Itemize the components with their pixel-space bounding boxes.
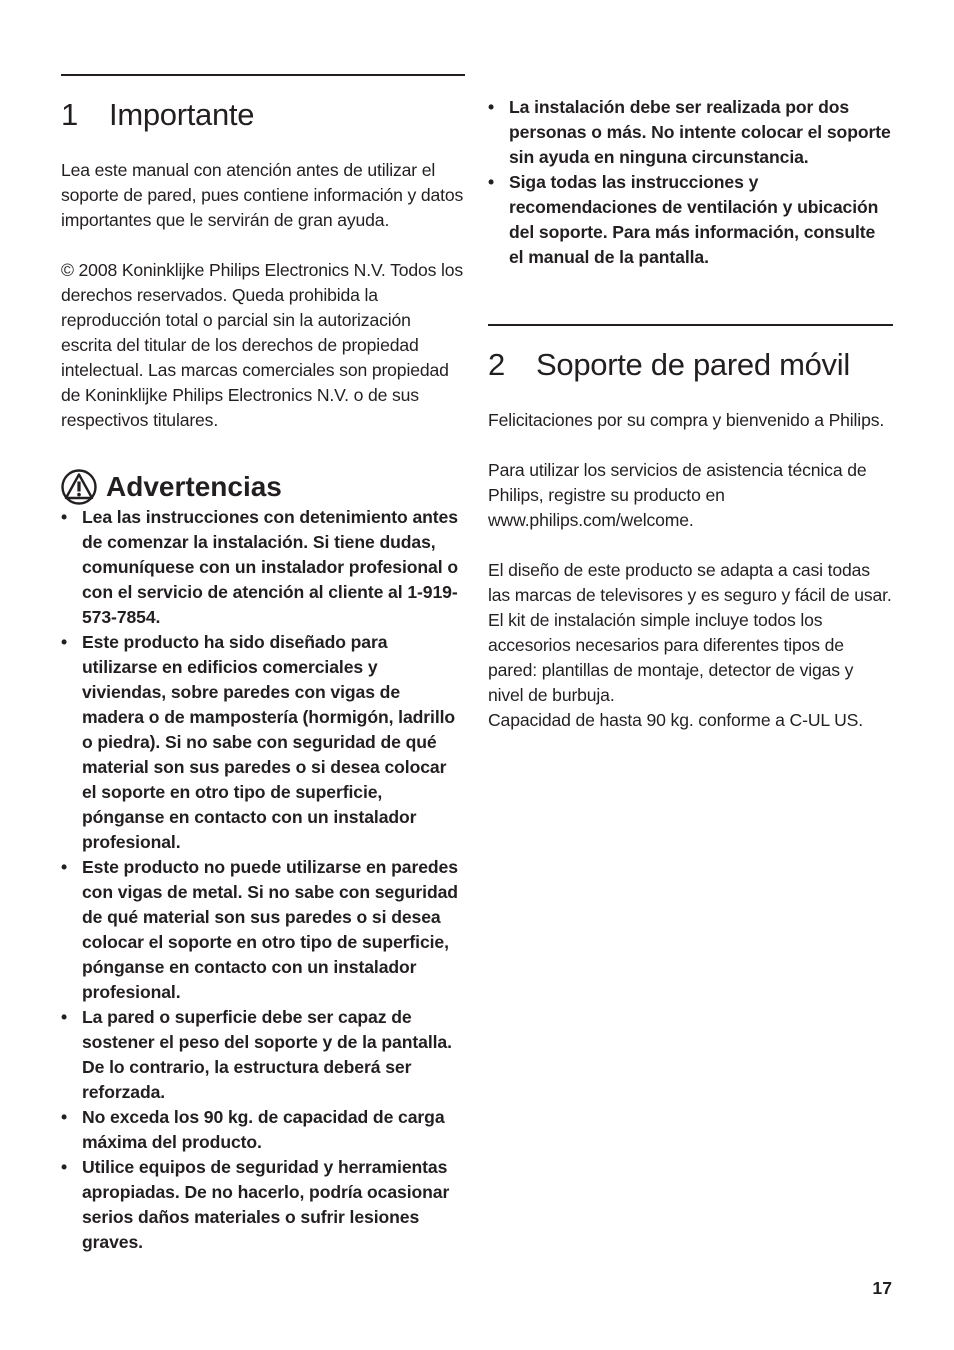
warnings-list-right bbox=[488, 95, 893, 270]
welcome-paragraph: Felicitaciones por su compra y bienvenido a Philips. bbox=[488, 410, 885, 431]
warning-item: • Utilice equipos de seguridad y herramientas apropiadas. De no hacerlo, podría ocasionar serios daños materiales o sufrir lesiones graves. bbox=[61, 1155, 465, 1255]
warning-item: • La pared o superficie debe ser capaz de sostener el peso del soporte y de la pantalla. De lo contrario, la estructura deberá ser reforzada. bbox=[61, 1005, 465, 1105]
section-2-heading bbox=[488, 346, 893, 383]
capacity-paragraph: Capacidad de hasta 90 kg. conforme a C-UL US. bbox=[488, 710, 863, 731]
warnings-list-left bbox=[61, 505, 465, 1255]
warnings-title: Advertencias bbox=[106, 471, 282, 503]
section-divider bbox=[488, 324, 893, 326]
copyright-paragraph: © 2008 Koninklijke Philips Electronics N.V. Todos los derechos reservados. Queda prohibida la reproducción total o parcial sin la autorización escrita del titular de los derechos de propiedad intelectual. Las marcas comerciales son propiedad de Koninklijke Philips Electronics N.V. o de sus respectivos titulares. bbox=[61, 260, 464, 431]
section-title: Soporte de pared móvil bbox=[536, 347, 850, 382]
warning-item: • Este producto no puede utilizarse en paredes con vigas de metal. Si no sabe con seguridad de qué material son sus paredes o si desea colocar el soporte en otro tipo de superficie, pónganse en contacto con un instalador profesional. bbox=[61, 855, 465, 1005]
page-number: 17 bbox=[872, 1278, 892, 1298]
section-divider bbox=[61, 74, 465, 76]
section-number: 2 bbox=[488, 347, 505, 382]
kit-paragraph: El kit de instalación simple incluye todos los accesorios necesarios para diferentes tipos de pared: plantillas de montaje, detector de vigas y nivel de burbuja. bbox=[488, 610, 854, 706]
intro-paragraph: Lea este manual con atención antes de utilizar el soporte de pared, pues contiene información y datos importantes que le servirán de gran ayuda. bbox=[61, 160, 464, 231]
section-1-heading bbox=[61, 96, 465, 133]
right-column bbox=[488, 95, 893, 733]
warning-item: • Este producto ha sido diseñado para utilizarse en edificios comerciales y viviendas, sobre paredes con vigas de madera o de mampostería (hormigón, ladrillo o piedra). Si no sabe con seguridad de qué material son sus paredes o si desea colocar el soporte en otro tipo de superficie, pónganse en contacto con un instalador profesional. bbox=[61, 630, 465, 855]
warnings-heading bbox=[61, 469, 465, 505]
warning-item: • La instalación debe ser realizada por dos personas o más. No intente colocar el soporte sin ayuda en ninguna circunstancia. bbox=[488, 95, 893, 170]
support-paragraph: Para utilizar los servicios de asistencia técnica de Philips, registre su producto en www.philips.com/welcome. bbox=[488, 460, 867, 531]
warning-item: • No exceda los 90 kg. de capacidad de carga máxima del producto. bbox=[61, 1105, 465, 1155]
section-number: 1 bbox=[61, 97, 78, 132]
warning-icon bbox=[61, 469, 97, 505]
warning-item: • Lea las instrucciones con detenimiento antes de comenzar la instalación. Si tiene dudas, comuníquese con un instalador profesional o con el servicio de atención al cliente al 1-919-573-7854. bbox=[61, 505, 465, 630]
design-paragraph: El diseño de este producto se adapta a casi todas las marcas de televisores y es seguro y fácil de usar. bbox=[488, 560, 892, 606]
section-title: Importante bbox=[109, 97, 255, 132]
left-column bbox=[61, 74, 465, 1255]
warning-item: • Siga todas las instrucciones y recomendaciones de ventilación y ubicación del soporte. Para más información, consulte el manual de la pantalla. bbox=[488, 170, 893, 270]
